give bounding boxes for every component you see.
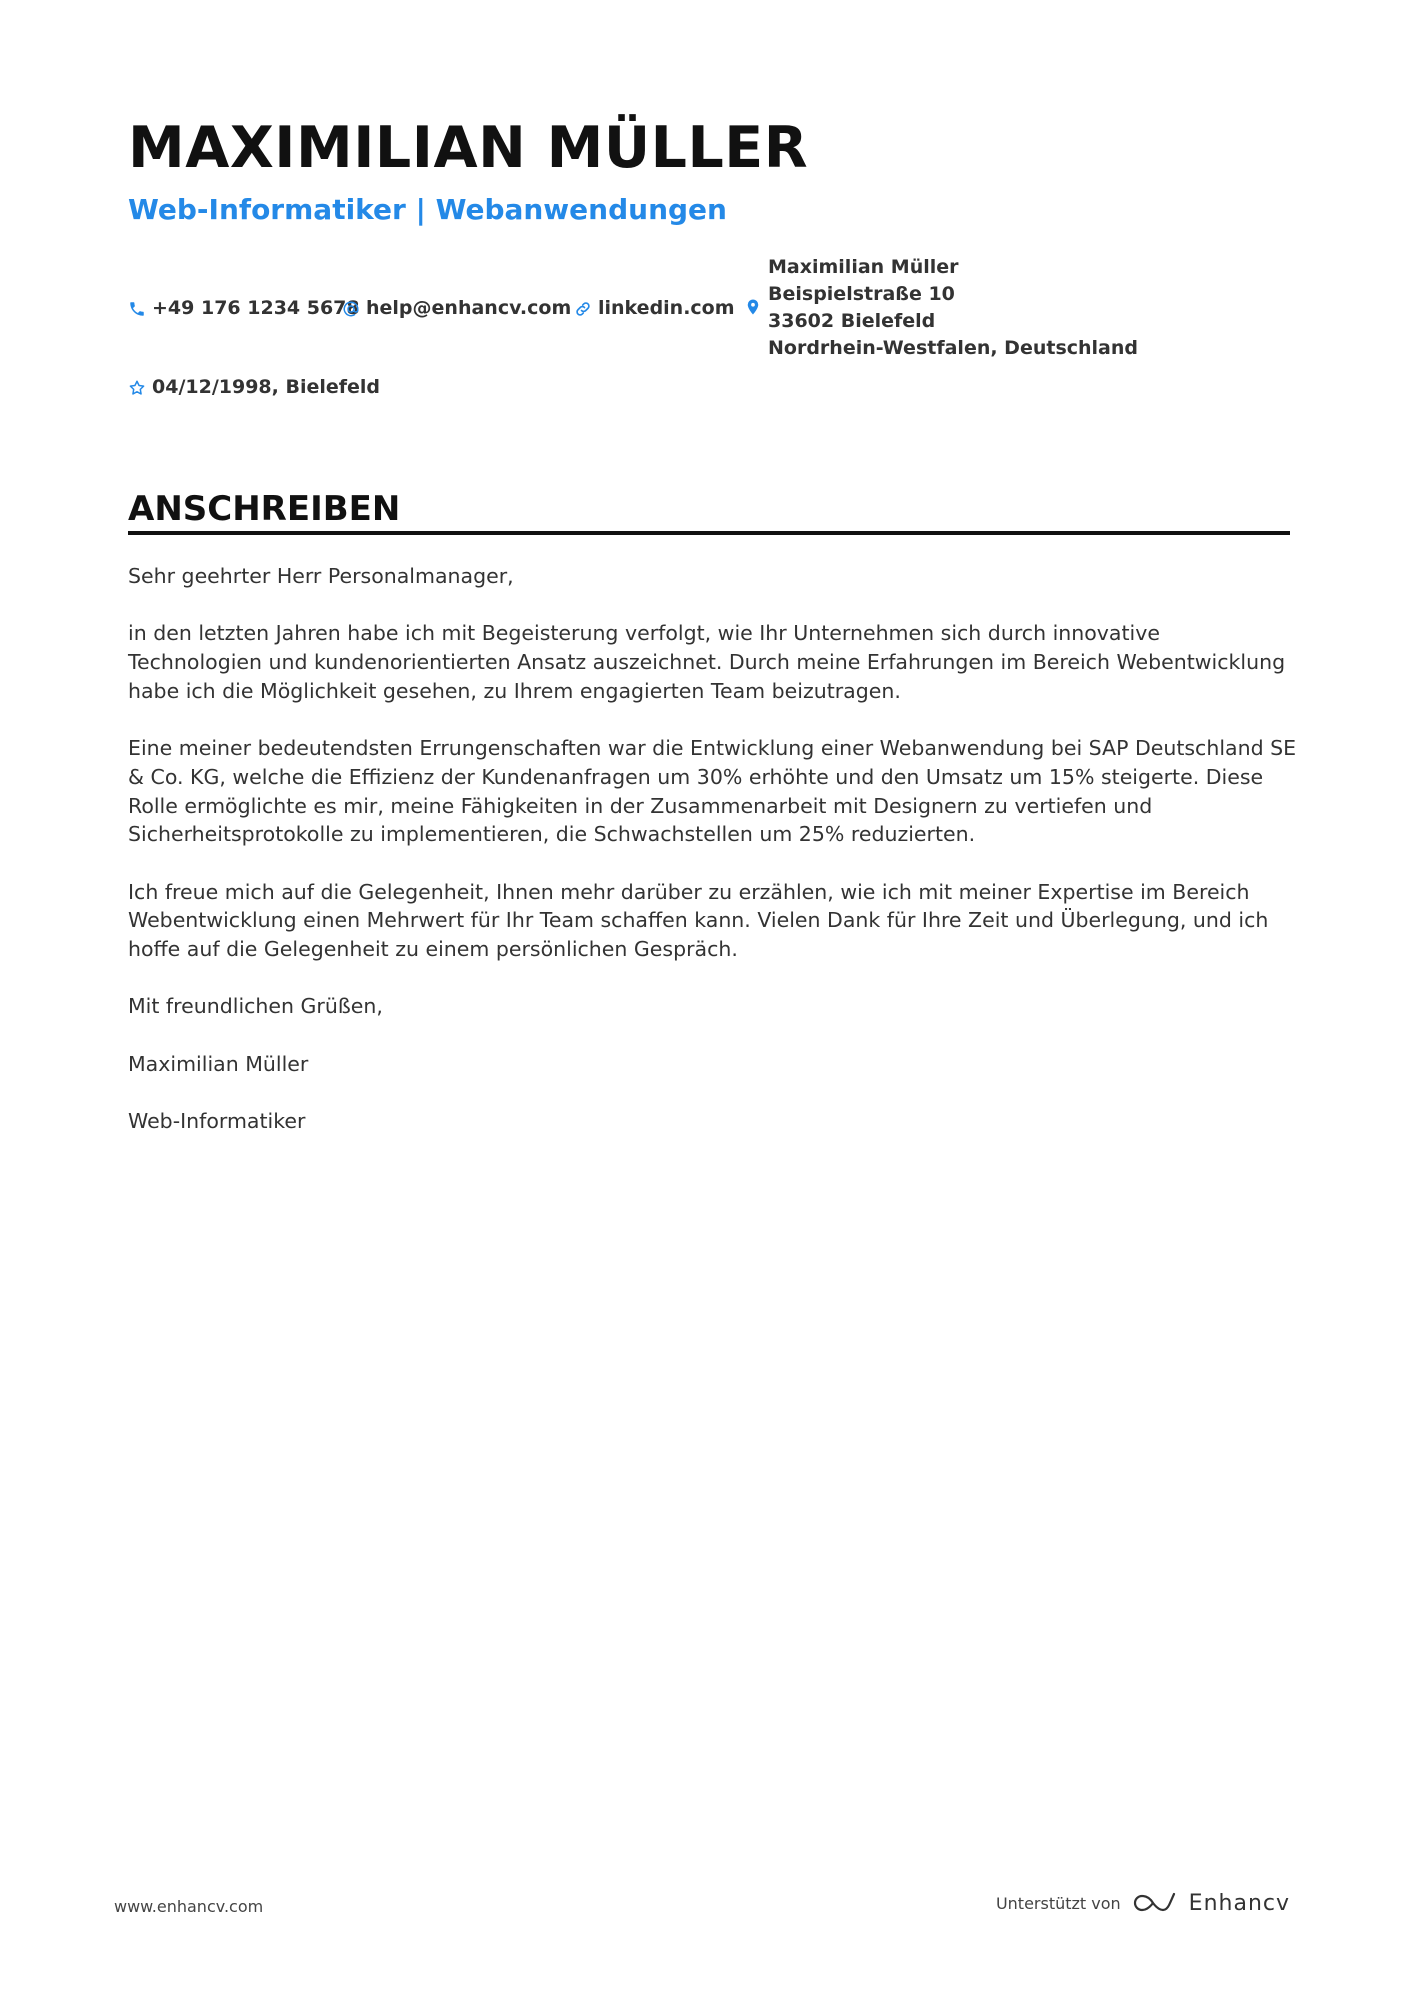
location-pin-icon	[744, 298, 762, 316]
phone-icon	[128, 300, 146, 318]
job-title: Web-Informatiker | Webanwendungen	[128, 193, 727, 226]
closing: Mit freundlichen Grüßen,	[128, 994, 383, 1019]
linkedin-contact	[574, 295, 735, 322]
footer-website[interactable]: www.enhancv.com	[114, 1897, 264, 1916]
address-line: Maximilian Müller	[768, 256, 959, 278]
letter-body	[128, 562, 1298, 1165]
birth-info	[128, 374, 380, 401]
section-divider	[128, 531, 1290, 535]
email-address[interactable]: help@enhancv.com	[366, 297, 572, 319]
postal-address	[768, 254, 1138, 362]
letter-paragraph: in den letzten Jahren habe ich mit Begeisterung verfolgt, wie Ihr Unternehmen sich durch innovative Technologien und kundenorientierten Ansatz auszeichnet. Durch meine Erfahrungen im Bereich Webentwicklung habe ich die Möglichkeit gesehen, zu Ihrem engagierten Team beizutragen.	[128, 621, 1286, 703]
section-title: ANSCHREIBEN	[128, 489, 401, 529]
letter-paragraph: Eine meiner bedeutendsten Errungenschaften war die Entwicklung einer Webanwendung bei SAP Deutschland SE & Co. KG, welche die Effizienz der Kundenanfragen um 30% erhöhte und den Umsatz um 15% steigerte. Diese Rolle ermöglichte es mir, meine Fähigkeiten in der Zusammenarbeit mit Designern zu vertiefen und Sicherheitsprotokolle zu implementieren, die Schwachstellen um 25% reduzierten.	[128, 736, 1297, 847]
address-line: 33602 Bielefeld	[768, 310, 936, 332]
address-line: Nordrhein-Westfalen, Deutschland	[768, 337, 1139, 359]
link-icon	[574, 300, 592, 318]
enhancv-logo-icon	[1133, 1890, 1179, 1916]
signature-title: Web-Informatiker	[128, 1109, 306, 1134]
address-line: Beispielstraße 10	[768, 283, 955, 305]
at-icon	[342, 300, 360, 318]
enhancv-brand[interactable]: Enhancv	[1188, 1890, 1290, 1916]
letter-paragraph: Ich freue mich auf die Gelegenheit, Ihnen mehr darüber zu erzählen, wie ich mit meiner Expertise im Bereich Webentwicklung einen Mehrwert für Ihr Team schaffen kann. Vielen Dank für Ihre Zeit und Überlegung, und ich hoffe auf die Gelegenheit zu einem persönlichen Gespräch.	[128, 879, 1269, 962]
phone-contact	[128, 295, 360, 322]
email-contact	[342, 295, 571, 322]
applicant-name: MAXIMILIAN MÜLLER	[128, 115, 809, 181]
star-icon	[128, 379, 146, 397]
birth-date-place: 04/12/1998, Bielefeld	[152, 376, 381, 398]
phone-number[interactable]: +49 176 1234 5678	[152, 297, 360, 319]
powered-by-label: Unterstützt von	[995, 1893, 1121, 1913]
linkedin-link[interactable]: linkedin.com	[598, 297, 735, 319]
powered-by	[996, 1890, 1290, 1916]
salutation: Sehr geehrter Herr Personalmanager,	[128, 564, 514, 588]
signature-name: Maximilian Müller	[128, 1051, 309, 1076]
